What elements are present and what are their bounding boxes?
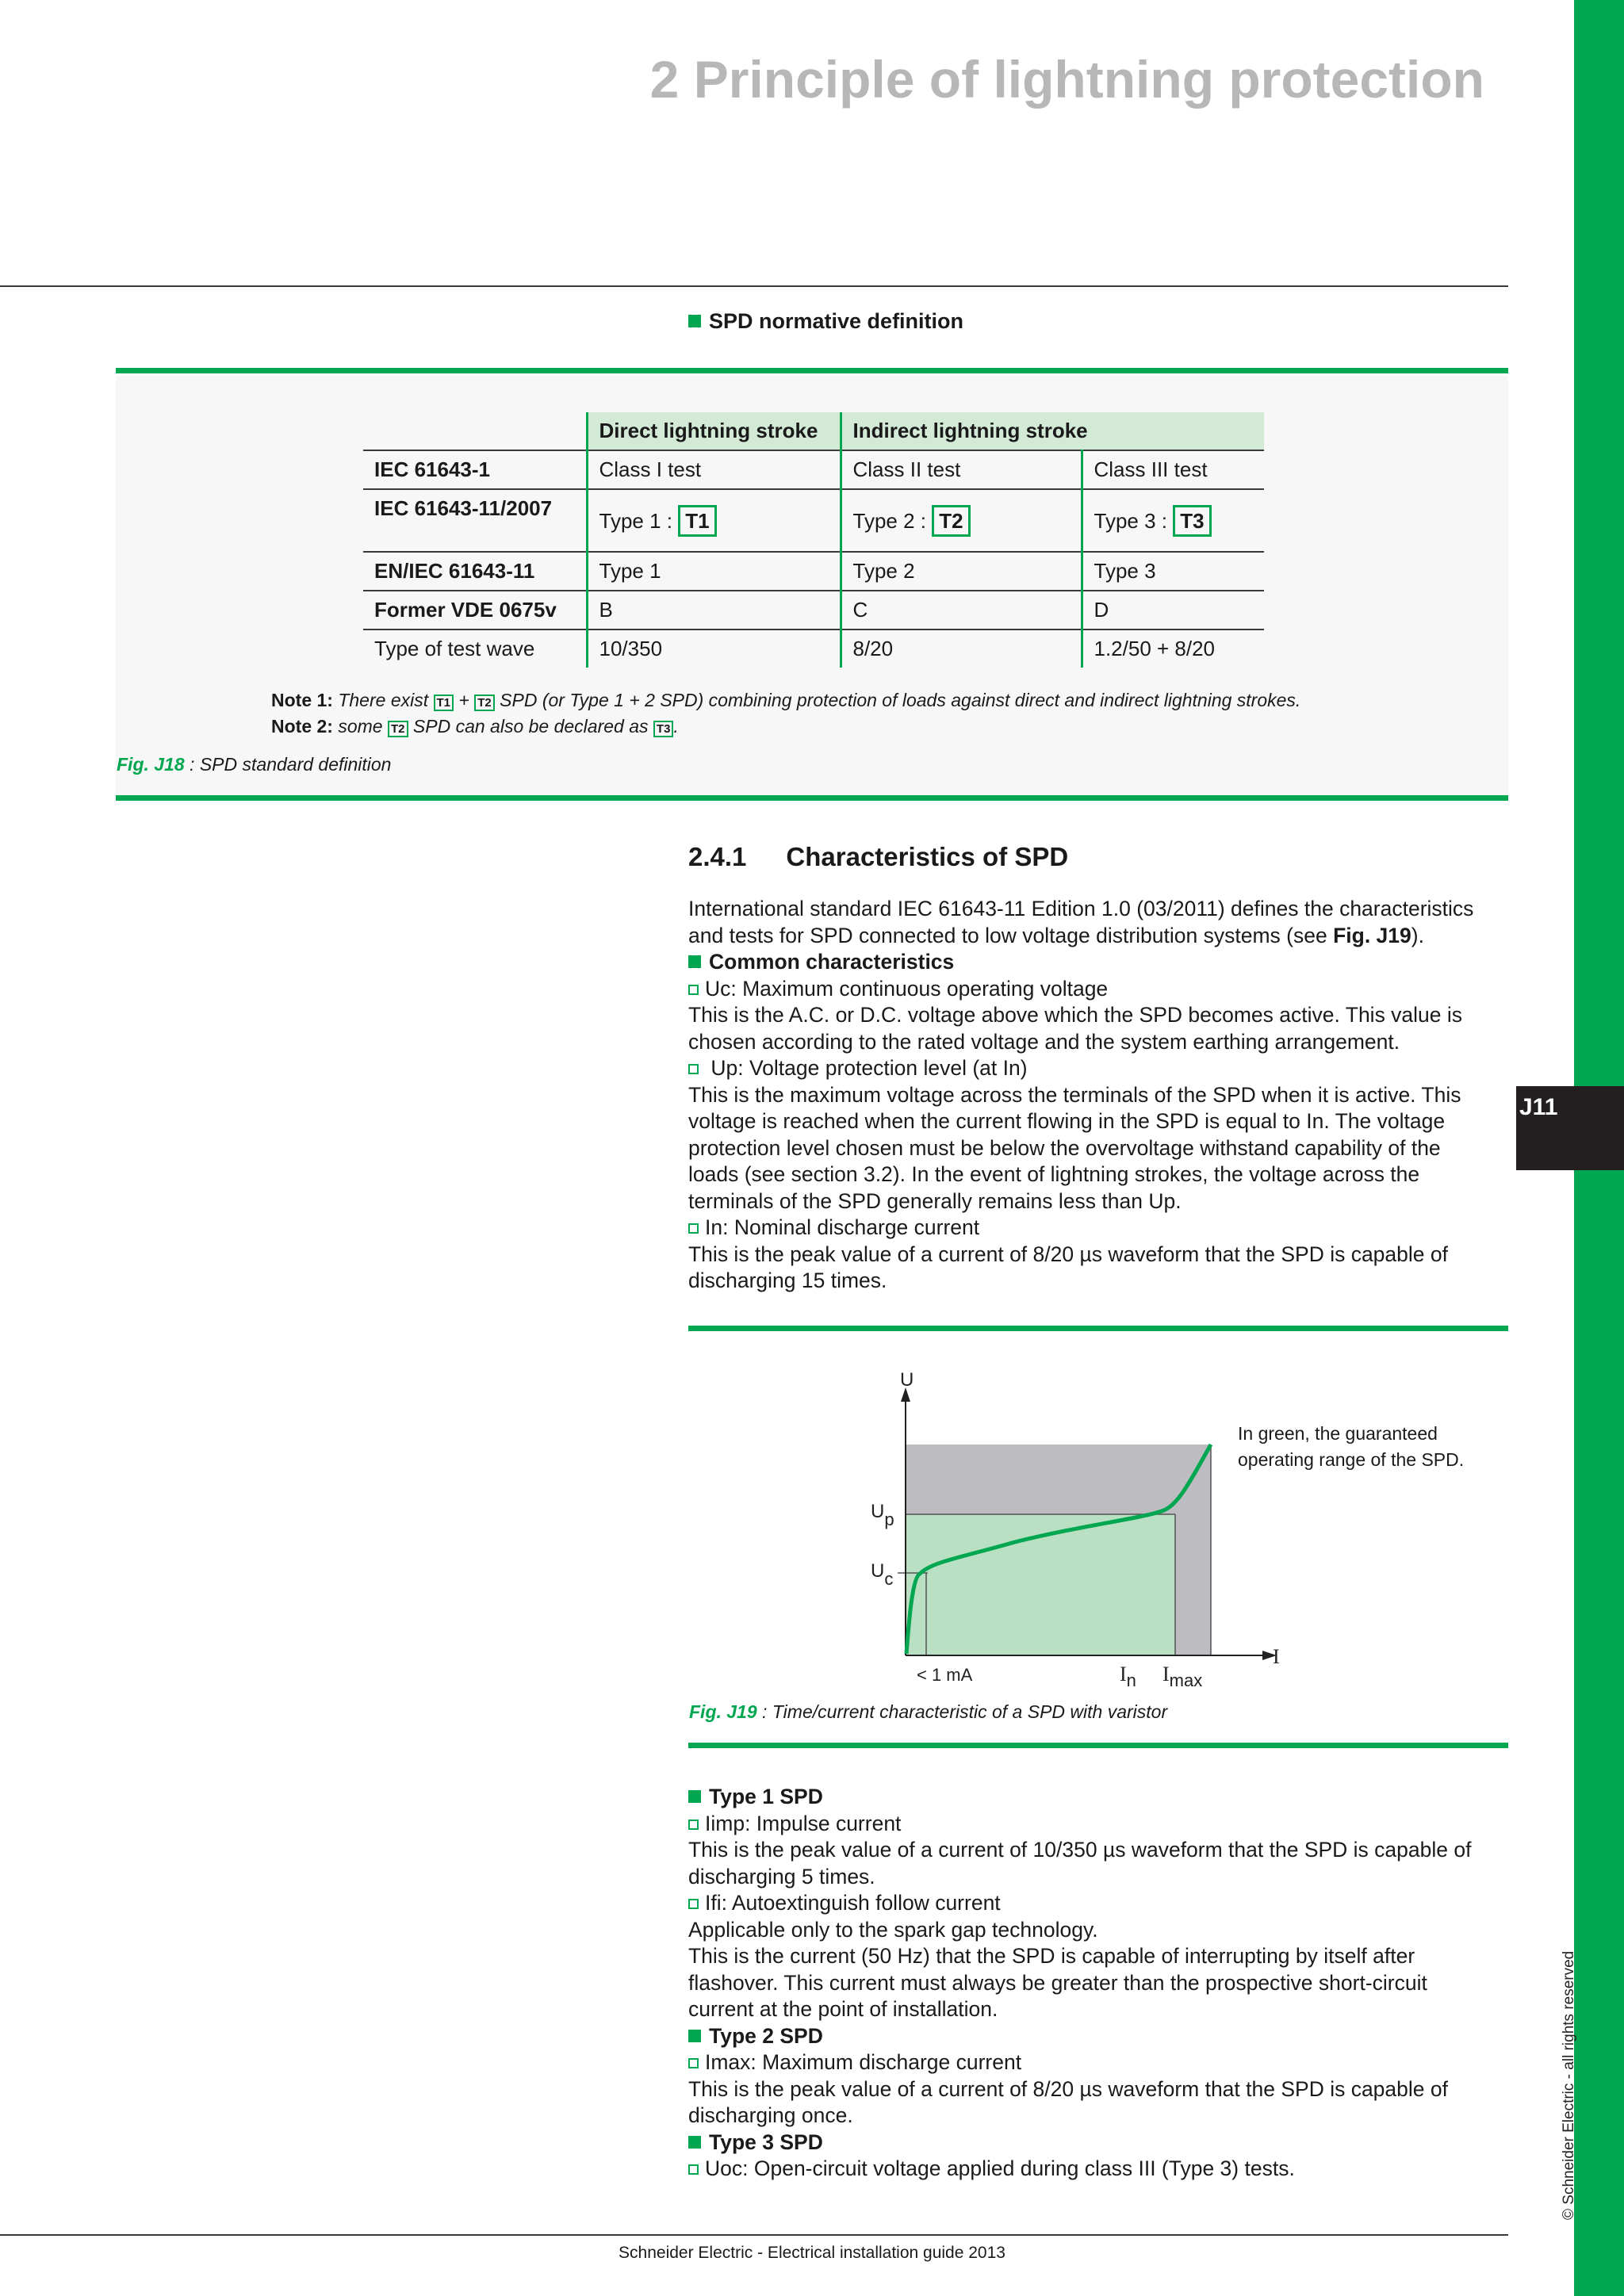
t2-small-badge: T2 — [474, 695, 495, 711]
t2-small-badge: T2 — [388, 721, 408, 737]
table-row: IEC 61643-1 Class I test Class II test Class III test — [363, 450, 1264, 489]
top-rule — [0, 285, 1508, 287]
chapter-title: 2 Principle of lightning protection — [649, 50, 1484, 109]
section-2-4-1-heading: 2.4.1 Characteristics of SPD — [688, 842, 1069, 871]
bullet-square-icon — [688, 2136, 701, 2149]
spd-definition-table — [363, 412, 1264, 668]
t1-small-badge: T1 — [434, 695, 454, 711]
fig-j19-ref: Fig. J19 — [1333, 923, 1411, 947]
table-header-direct: Direct lightning stroke — [587, 412, 841, 450]
up-label: Up — [871, 1501, 894, 1529]
copyright-notice: © Schneider Electric - all rights reserved — [1561, 1950, 1577, 2220]
spd-types-text: Type 1 SPD Iimp: Impulse current This is the peak value of a current of 10/350 µs waveform that the SPD is capable of discharging 5 times. Ifi: Autoextinguish follow current Applicable only to the spark gap technology. This is the current (50 Hz) that the SPD is capable of interrupting by itself after flashover. This current must always be greater than the prospective short-circuit current at the point of installation. Type 2 SPD Imax: Maximum discharge current This is the peak value of a current of 8/20 µs waveform that the SPD is capable of discharging once. Type 3 SPD Uoc: Open-circuit voltage applied during class III (Type 3) tests. — [688, 1785, 1472, 2180]
t2-badge: T2 — [932, 505, 970, 537]
table-row: Type of test wave 10/350 8/20 1.2/50 + 8/20 — [363, 629, 1264, 668]
note-2: Note 2: some T2 SPD can also be declared as T3 . — [271, 716, 679, 737]
open-square-icon — [688, 985, 699, 995]
one-ma-label: < 1 mA — [917, 1665, 973, 1685]
fig-j19-top-rule — [688, 1326, 1508, 1331]
page-tab: J11 — [1516, 1086, 1624, 1170]
bullet-square-icon — [688, 2030, 701, 2042]
fig-j18-top-rule — [116, 368, 1508, 373]
open-square-icon — [688, 2058, 699, 2068]
fig-j19-caption: Fig. J19 : Time/current characteristic of a SPD with varistor — [689, 1701, 1168, 1722]
bullet-square-icon — [688, 315, 701, 327]
table-row: EN/IEC 61643-11 Type 1 Type 2 Type 3 — [363, 552, 1264, 591]
in-label: $I_n$ — [1120, 1663, 1136, 1690]
fig-j19-note: In green, the guaranteed operating range of the SPD. — [1238, 1423, 1465, 1470]
table-header-row — [363, 412, 1264, 450]
bullet-square-icon — [688, 1790, 701, 1803]
t1-badge: T1 — [678, 505, 716, 537]
i-axis-label: I — [1273, 1645, 1280, 1668]
open-square-icon — [688, 1223, 699, 1234]
t3-small-badge: T3 — [653, 721, 674, 737]
uc-label: Uc — [871, 1560, 894, 1589]
table-row: Former VDE 0675v B C D — [363, 591, 1264, 629]
u-axis-label: U — [900, 1369, 914, 1391]
section-heading: SPD normative definition — [688, 309, 963, 334]
table-row: IEC 61643-11/2007 Type 1 : T1 Type 2 : T2 Type 3 : T3 — [363, 489, 1264, 552]
note-1: Note 1: There exist T1 + T2 SPD (or Type 1 + 2 SPD) combining protection of loads against direct and indirect lightning strokes. — [271, 690, 1301, 710]
table-header-indirect: Indirect lightning stroke — [841, 412, 1264, 450]
footer-rule — [0, 2234, 1508, 2236]
fig-j18-caption: Fig. J18 : SPD standard definition — [117, 754, 392, 775]
fig-j19-bottom-rule — [688, 1743, 1508, 1748]
characteristics-text: International standard IEC 61643-11 Edition 1.0 (03/2011) defines the characteristics and tests for SPD connected to low voltage distribution systems (see Fig. J19). Common characteristics Uc: Maximum continuous operating voltage This is the A.C. or D.C. voltage above which the SPD becomes active. This value is chosen according to the rated voltage and the system earthing arrangement. Up: Voltage protection level (at In) This is the maximum voltage across the terminals of the SPD when it is active. This voltage is reached when the current flowing in the SPD is equal to In. The voltage protection level chosen must be below the overvoltage withstand capability of the loads (see section 3.2). In the event of lightning strokes, the voltage across the terminals of the SPD generally remains less than Up. In: Nominal discharge current This is the peak value of a current of 8/20 µs waveform that the SPD is capable of discharging 15 times. — [688, 897, 1474, 1292]
varistor-characteristic-diagram — [856, 1364, 1300, 1697]
open-square-icon — [688, 1899, 699, 1909]
fig-j18-bottom-rule — [116, 795, 1508, 801]
t3-badge: T3 — [1173, 505, 1211, 537]
imax-label: $I_{max}$ — [1162, 1663, 1203, 1690]
open-square-icon — [688, 1064, 699, 1074]
open-square-icon — [688, 2164, 699, 2175]
footer-text: Schneider Electric - Electrical installation guide 2013 — [619, 2244, 1005, 2262]
open-square-icon — [688, 1820, 699, 1830]
bullet-square-icon — [688, 955, 701, 968]
